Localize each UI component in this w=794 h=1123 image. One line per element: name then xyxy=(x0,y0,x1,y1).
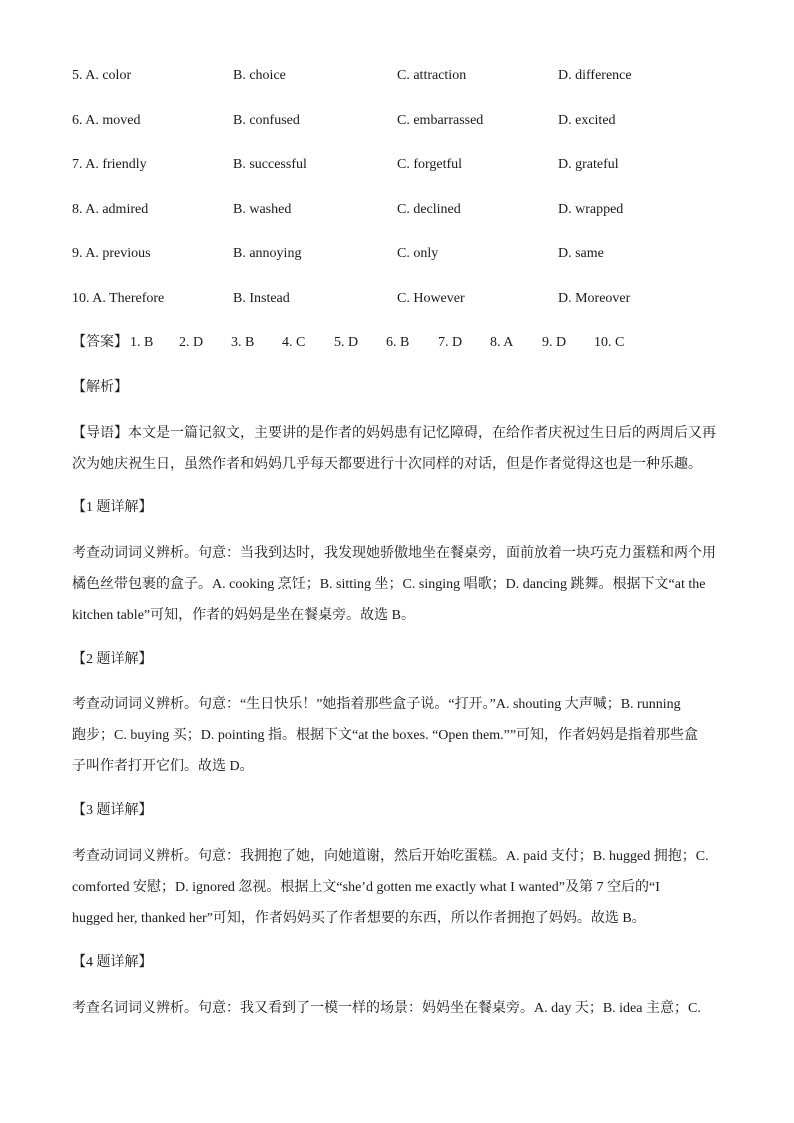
q3-heading: 【3 题详解】 xyxy=(72,803,153,818)
option-a: 5. A. color xyxy=(72,68,132,83)
option-b: B. choice xyxy=(233,68,286,83)
q1-heading: 【1 题详解】 xyxy=(72,500,153,515)
option-a: 8. A. admired xyxy=(72,202,149,217)
option-c: C. forgetful xyxy=(397,157,463,172)
q3-explanation xyxy=(72,841,724,934)
answer-item: 3. B xyxy=(231,335,255,350)
option-b: B. Instead xyxy=(233,291,290,306)
option-d: D. grateful xyxy=(558,157,619,172)
question-10-options xyxy=(0,288,794,310)
paragraph-line: 橘色丝带包裹的盒子。A. cooking 烹饪；B. sitting 坐；C. singing 唱歌；D. dancing 跳舞。根据下文“at the xyxy=(72,577,706,592)
question-6-options xyxy=(0,110,794,132)
option-c: C. However xyxy=(397,291,465,306)
option-b: B. confused xyxy=(233,113,300,128)
option-c: C. declined xyxy=(397,202,461,217)
answer-item: 9. D xyxy=(542,335,567,350)
paragraph-line: 子叫作者打开它们。故选 D。 xyxy=(72,759,254,774)
paragraph-line: 考查名词词义辨析。句意：我又看到了一模一样的场景：妈妈坐在餐桌旁。A. day 天；B. idea 主意；C. xyxy=(72,1001,701,1016)
paragraph-line: 考查动词词义辨析。句意：“生日快乐！”她指着那些盒子说。“打开。”A. shouting 大声喊；B. running xyxy=(72,697,681,712)
option-b: B. washed xyxy=(233,202,292,217)
option-a: 6. A. moved xyxy=(72,113,141,128)
option-d: D. wrapped xyxy=(558,202,624,217)
answer-item: 6. B xyxy=(386,335,410,350)
answer-label: 【答案】 xyxy=(72,335,128,350)
option-a: 9. A. previous xyxy=(72,246,151,261)
paragraph-line: 次为她庆祝生日，虽然作者和妈妈几乎每天都要进行十次同样的对话，但是作者觉得这也是一种乐趣。 xyxy=(72,457,702,472)
answer-key xyxy=(72,332,752,354)
question-7-options xyxy=(0,154,794,176)
option-d: D. same xyxy=(558,246,604,261)
question-5-options xyxy=(0,65,794,87)
answer-item: 2. D xyxy=(179,335,204,350)
option-c: C. attraction xyxy=(397,68,467,83)
paragraph-line: 【导语】本文是一篇记叙文，主要讲的是作者的妈妈患有记忆障碍，在给作者庆祝过生日后的两周后又再 xyxy=(72,426,716,441)
option-c: C. embarrassed xyxy=(397,113,484,128)
q2-heading: 【2 题详解】 xyxy=(72,652,153,667)
intro-paragraph xyxy=(72,418,724,480)
answer-item: 1. B xyxy=(130,335,154,350)
paragraph-line: hugged her, thanked her”可知，作者妈妈买了作者想要的东西，所以作者拥抱了妈妈。故选 B。 xyxy=(72,911,646,926)
option-b: B. annoying xyxy=(233,246,302,261)
paragraph-line: kitchen table”可知，作者的妈妈是坐在餐桌旁。故选 B。 xyxy=(72,608,415,623)
question-8-options xyxy=(0,199,794,221)
analysis-heading: 【解析】 xyxy=(72,380,128,395)
q2-explanation xyxy=(72,689,724,782)
option-a: 7. A. friendly xyxy=(72,157,147,172)
question-9-options xyxy=(0,243,794,265)
paragraph-line: 考查动词词义辨析。句意：当我到达时，我发现她骄傲地坐在餐桌旁，面前放着一块巧克力蛋糕和两个用 xyxy=(72,546,716,561)
option-a: 10. A. Therefore xyxy=(72,291,165,306)
paragraph-line: 跑步；C. buying 买；D. pointing 指。根据下文“at the boxes. “Open them.””可知，作者妈妈是指着那些盒 xyxy=(72,728,699,743)
option-d: D. excited xyxy=(558,113,616,128)
q4-explanation xyxy=(72,993,724,1024)
answer-item: 10. C xyxy=(594,335,625,350)
q1-explanation xyxy=(72,538,724,631)
option-d: D. Moreover xyxy=(558,291,631,306)
option-b: B. successful xyxy=(233,157,307,172)
answer-item: 8. A xyxy=(490,335,514,350)
answer-item: 5. D xyxy=(334,335,359,350)
option-d: D. difference xyxy=(558,68,632,83)
q4-heading: 【4 题详解】 xyxy=(72,955,153,970)
option-c: C. only xyxy=(397,246,439,261)
paragraph-line: comforted 安慰；D. ignored 忽视。根据上文“she’d gotten me exactly what I wanted”及第 7 空后的“I xyxy=(72,880,660,895)
answer-item: 4. C xyxy=(282,335,306,350)
paragraph-line: 考查动词词义辨析。句意：我拥抱了她，向她道谢，然后开始吃蛋糕。A. paid 支付；B. hugged 拥抱；C. xyxy=(72,849,709,864)
answer-item: 7. D xyxy=(438,335,463,350)
